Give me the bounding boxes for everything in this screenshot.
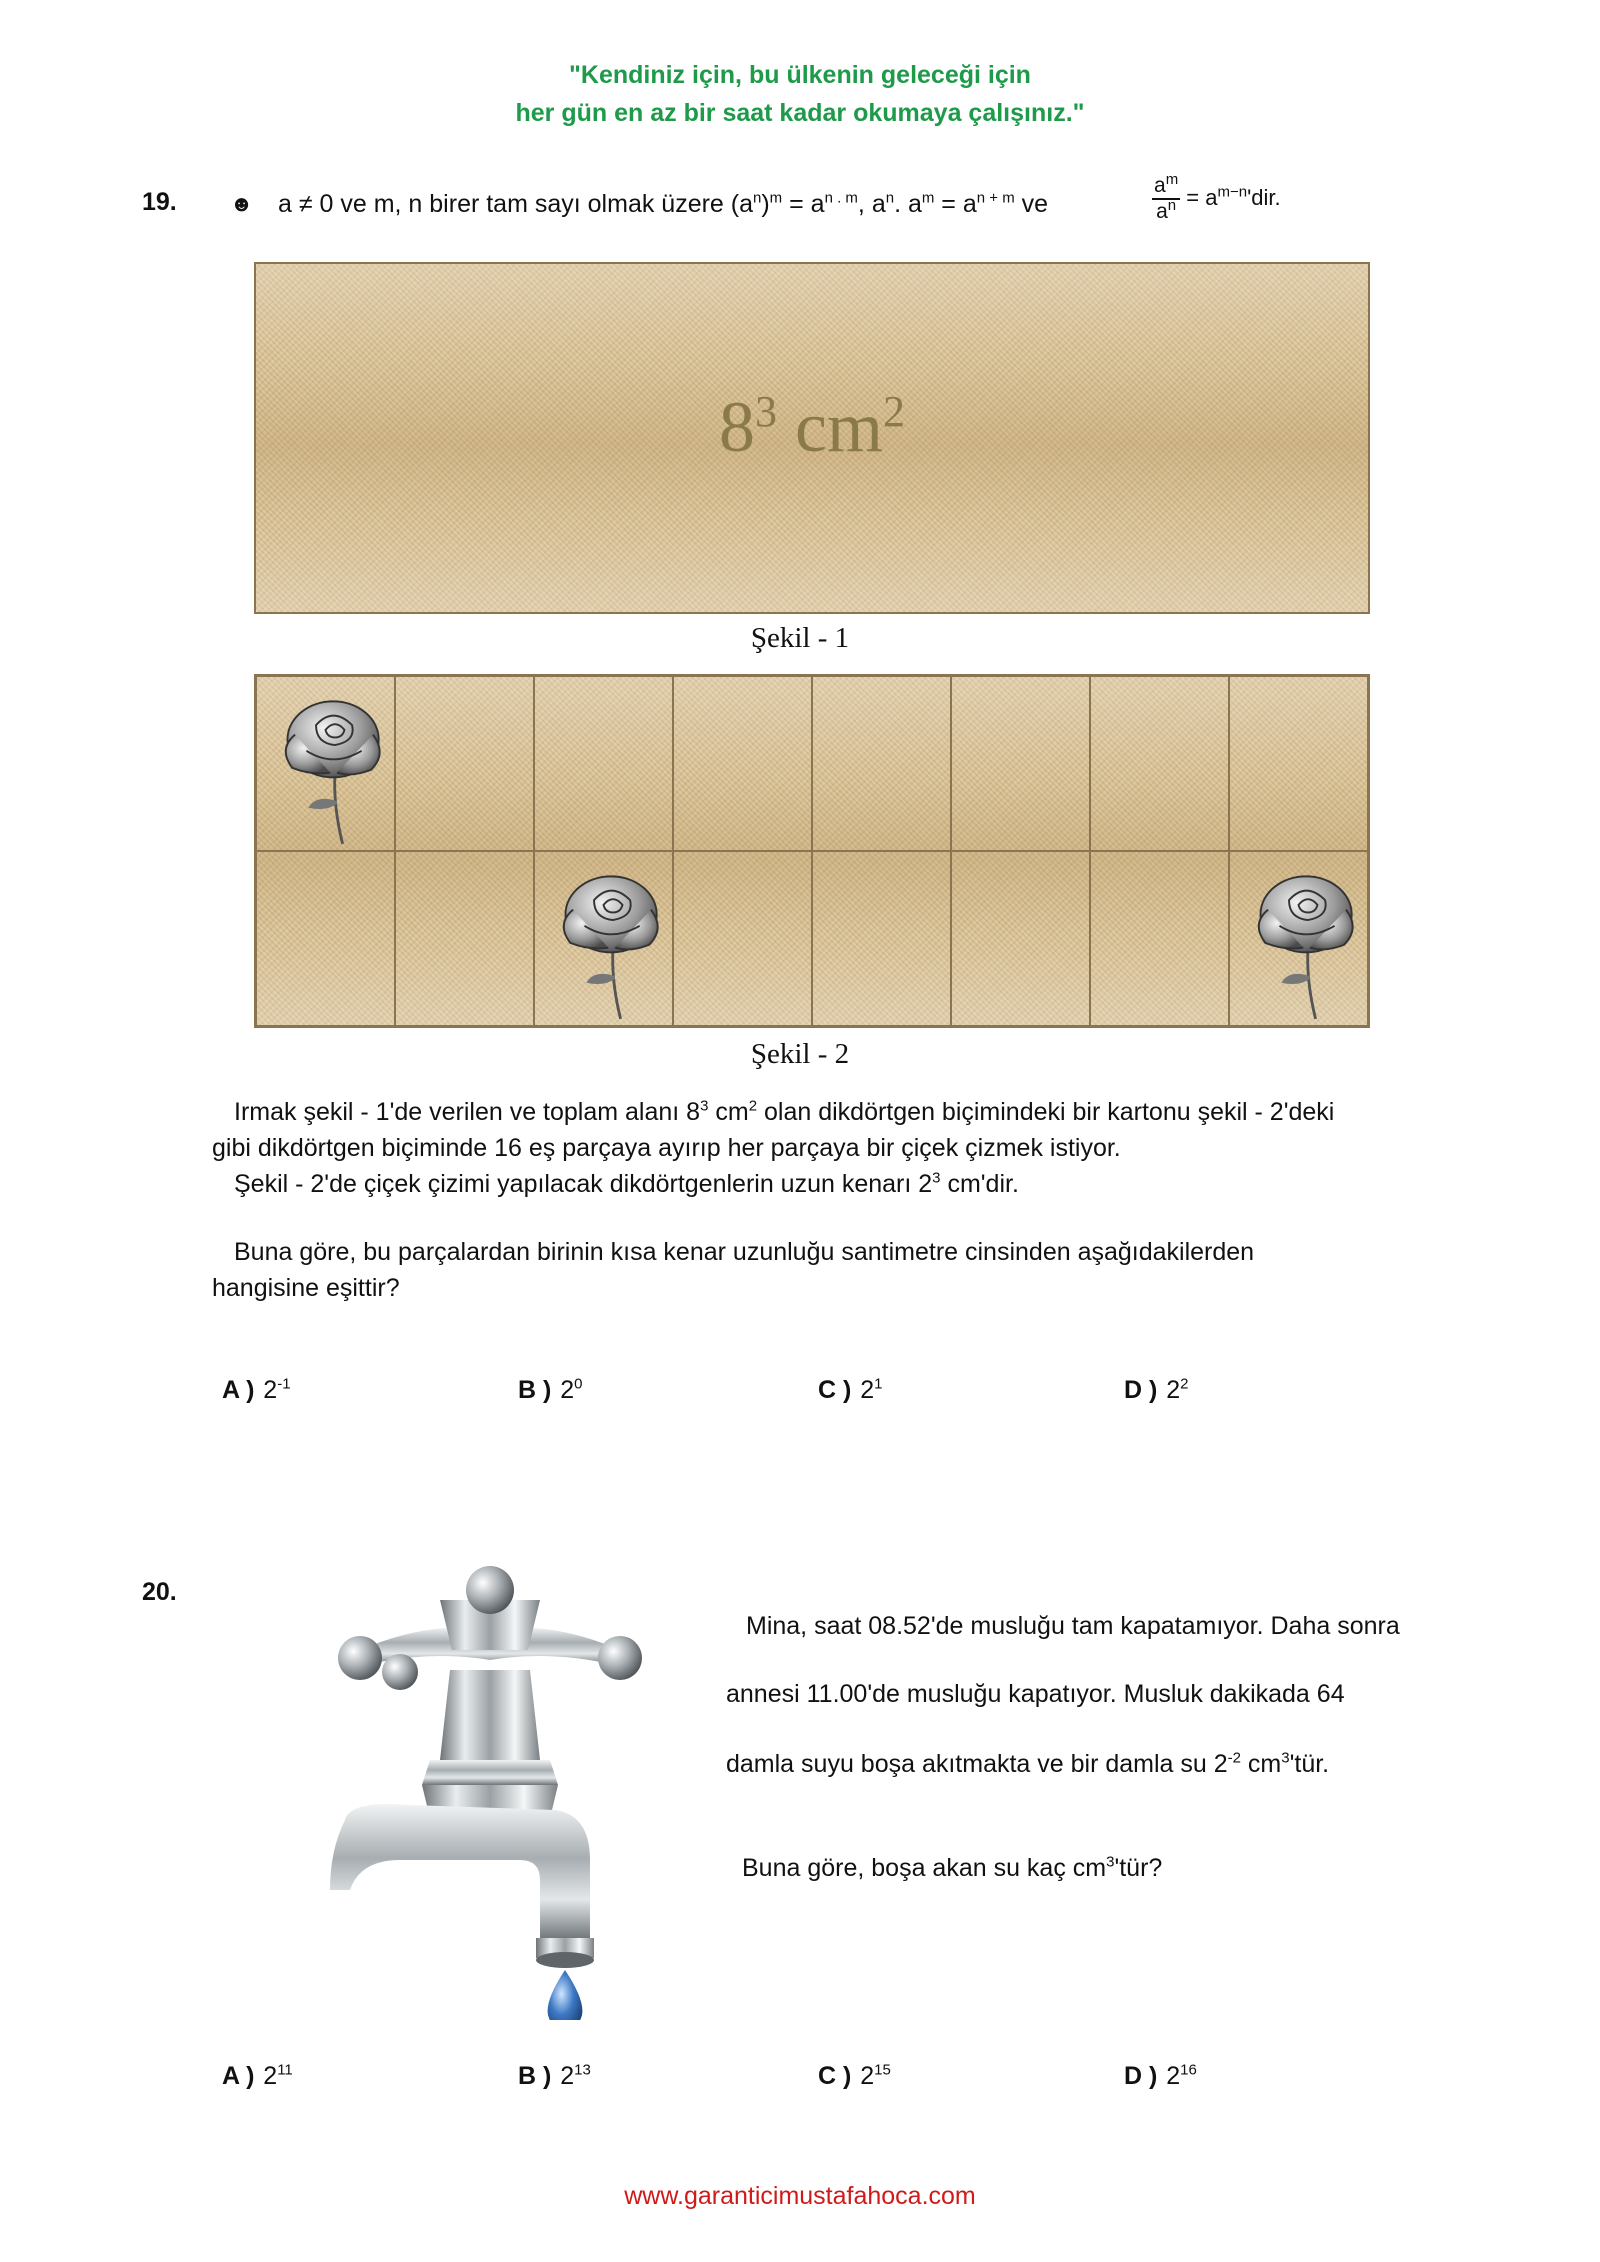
q20-line-3: damla suyu boşa akıtmakta ve bir damla su $2^{-2}$ $cm^3'tür$. xyxy=(726,1749,1330,1778)
grid-cell xyxy=(1229,851,1368,1026)
exponent-rules: a ≠ 0 ve m, n birer tam sayı olmak üzere $(a^n)^m = a^{n . m}$, $a^n$. $a^m = a^{n + m}$ ve xyxy=(278,189,1049,218)
rose-icon xyxy=(1232,856,1365,1025)
q19-question-line-2: hangisine eşittir? xyxy=(212,1274,400,1302)
figure-1-caption: Şekil - 1 xyxy=(750,622,850,654)
q19-paragraph-line-1: Irmak şekil - 1'de verilen ve toplam alanı $8^3$ $cm^2$ olan dikdörtgen biçimindeki bir kartonu şekil - 2'deki xyxy=(234,1097,1335,1126)
motto-line-2: her gün en az bir saat kadar okumaya çalışınız." xyxy=(515,99,1085,127)
grid-cell xyxy=(395,851,534,1026)
rose-icon xyxy=(259,681,392,850)
q20-line-1: Mina, saat 08.52'de musluğu tam kapatamıyor. Daha sonra xyxy=(746,1612,1400,1640)
q20-line-2: annesi 11.00'de musluğu kapatıyor. Musluk dakikada 64 xyxy=(726,1680,1345,1708)
grid-cell xyxy=(1229,676,1368,851)
q19-paragraph-line-3: Şekil - 2'de çiçek çizimi yapılacak dikdörtgenlerin uzun kenarı $2^3$ cm'dir. xyxy=(234,1169,1019,1198)
grid-cell xyxy=(256,676,395,851)
grid-cell xyxy=(256,851,395,1026)
grid-cell xyxy=(1090,851,1229,1026)
q20-option-b[interactable]: B ) $2^{13}$ xyxy=(518,2061,591,2090)
q19-option-b[interactable]: B ) $2^0$ xyxy=(518,1375,583,1404)
grid-cell xyxy=(812,676,951,851)
figure-2-caption: Şekil - 2 xyxy=(750,1038,850,1070)
rose-icon xyxy=(537,856,670,1025)
figure-2-grid xyxy=(254,674,1370,1028)
grid-cell xyxy=(673,676,812,851)
q20-option-c[interactable]: C ) $2^{15}$ xyxy=(818,2061,891,2090)
q19-option-a[interactable]: A ) $2^{-1}$ xyxy=(222,1375,291,1404)
q20-option-a[interactable]: A ) $2^{11}$ xyxy=(222,2061,293,2090)
q19-paragraph-line-2: gibi dikdörtgen biçiminde 16 eş parçaya ayırıp her parçaya bir çiçek çizmek istiyor. xyxy=(212,1134,1121,1162)
figure-1-cardboard xyxy=(254,262,1370,614)
q20-question: Buna göre, boşa akan su kaç $cm^3'tür$? xyxy=(742,1853,1163,1882)
quotient-rule-fraction: $\frac{a^m}{a^n}$ = $a^{m-n}'dir$. xyxy=(1154,171,1281,223)
grid-cell xyxy=(951,676,1090,851)
q20-option-d[interactable]: D ) $2^{16}$ xyxy=(1124,2061,1197,2090)
grid-cell xyxy=(951,851,1090,1026)
motto-line-1: "Kendiniz için, bu ülkenin geleceği için xyxy=(569,61,1031,89)
question-19-number: 19. xyxy=(142,188,177,216)
grid-cell xyxy=(534,851,673,1026)
q19-option-c[interactable]: C ) $2^1$ xyxy=(818,1375,883,1404)
smiley-bullet-icon: ☻ xyxy=(230,191,254,216)
faucet-icon xyxy=(290,1560,690,2020)
grid-cell xyxy=(1090,676,1229,851)
footer-website-link[interactable]: www.garanticimustafahoca.com xyxy=(624,2182,976,2210)
grid-cell xyxy=(812,851,951,1026)
grid-cell xyxy=(395,676,534,851)
grid-cell xyxy=(673,851,812,1026)
question-20-number: 20. xyxy=(142,1578,177,1606)
total-area-label: $8^3$ $cm^2$ xyxy=(719,387,905,467)
q19-option-d[interactable]: D ) $2^2$ xyxy=(1124,1375,1189,1404)
q19-question-line-1: Buna göre, bu parçalardan birinin kısa kenar uzunluğu santimetre cinsinden aşağıdakilerden xyxy=(234,1238,1255,1266)
grid-cell xyxy=(534,676,673,851)
